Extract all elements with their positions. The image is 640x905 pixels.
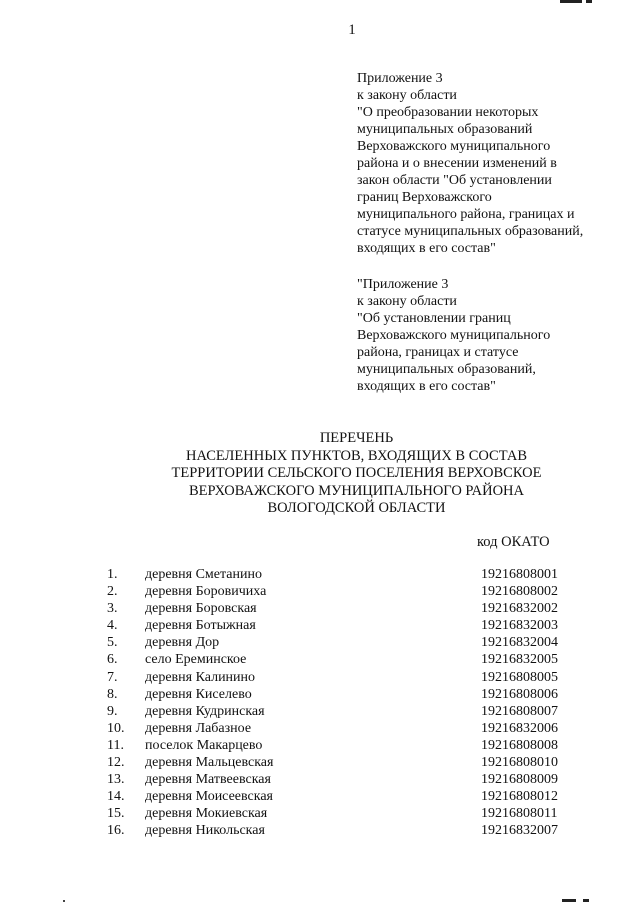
settlement-okato-code: 19216808005	[481, 669, 558, 685]
settlement-row	[0, 566, 640, 583]
settlement-row	[0, 754, 640, 771]
title-line: ВОЛОГОДСКОЙ ОБЛАСТИ	[267, 500, 446, 516]
settlement-okato-code: 19216832007	[481, 823, 558, 839]
settlement-name: деревня Моисеевская	[145, 789, 273, 805]
settlement-okato-code: 19216808007	[481, 703, 558, 719]
settlement-number: 3.	[107, 601, 118, 617]
annex-current-line: муниципальных образований	[357, 122, 533, 137]
settlement-number: 6.	[107, 652, 118, 668]
settlement-number: 11.	[107, 737, 124, 753]
annex-original-line: "Приложение 3	[357, 277, 449, 292]
title-line: НАСЕЛЕННЫХ ПУНКТОВ, ВХОДЯЩИХ В СОСТАВ	[186, 447, 527, 464]
settlement-number: 9.	[107, 703, 118, 719]
settlement-row	[0, 583, 640, 600]
annex-original-block	[357, 276, 627, 395]
settlement-name: деревня Лабазное	[145, 720, 252, 736]
settlement-name: село Ереминское	[145, 652, 247, 668]
annex-current-block	[357, 70, 627, 257]
settlement-number: 7.	[107, 669, 118, 685]
settlement-okato-code: 19216808008	[481, 737, 558, 753]
settlement-number: 1.	[107, 567, 118, 582]
settlement-name: деревня Кудринская	[145, 703, 265, 719]
settlement-number: 12.	[107, 755, 125, 771]
settlement-okato-code: 19216832005	[481, 652, 558, 668]
annex-current-line: "О преобразовании некоторых	[357, 105, 539, 120]
title-line: ТЕРРИТОРИИ СЕЛЬСКОГО ПОСЕЛЕНИЯ ВЕРХОВСКОЕ	[171, 465, 542, 481]
settlement-name: деревня Калинино	[145, 669, 256, 685]
settlement-number: 4.	[107, 618, 118, 634]
scan-mark	[63, 900, 65, 902]
settlement-row	[0, 737, 640, 754]
settlement-row	[0, 617, 640, 634]
scan-mark	[560, 0, 582, 3]
settlement-okato-code: 19216808001	[481, 567, 558, 582]
annex-current-line: закон области "Об установлении	[357, 173, 552, 188]
settlement-number: 5.	[107, 635, 118, 651]
settlement-row	[0, 703, 640, 720]
settlement-number: 15.	[107, 806, 125, 822]
annex-current-line: Верховажского муниципального	[357, 139, 551, 154]
settlement-okato-code: 19216808011	[481, 806, 558, 822]
settlement-row	[0, 771, 640, 788]
document-title	[0, 430, 640, 518]
annex-original-line: муниципальных образований,	[357, 362, 536, 377]
title-line: ПЕРЕЧЕНЬ	[319, 430, 394, 446]
settlement-number: 8.	[107, 686, 118, 702]
settlement-number: 10.	[107, 720, 125, 736]
settlement-row	[0, 822, 640, 839]
settlements-list	[0, 566, 640, 840]
settlement-okato-code: 19216832003	[481, 618, 558, 634]
annex-current-line: входящих в его состав"	[357, 241, 496, 256]
settlement-row	[0, 720, 640, 737]
annex-current-line: границ Верховажского	[357, 190, 492, 205]
settlement-name: деревня Дор	[145, 635, 220, 651]
annex-original-line: Верховажского муниципального	[357, 328, 551, 343]
settlement-name: деревня Ботыжная	[145, 618, 256, 634]
settlement-number: 2.	[107, 584, 118, 600]
settlement-number: 16.	[107, 823, 125, 839]
settlement-okato-code: 19216808009	[481, 772, 558, 788]
annex-current-line: к закону области	[357, 88, 457, 103]
title-line: ВЕРХОВАЖСКОГО МУНИЦИПАЛЬНОГО РАЙОНА	[189, 482, 524, 499]
annex-original-line: "Об установлении границ	[357, 311, 511, 326]
annex-current-line: Приложение 3	[357, 71, 443, 86]
settlement-name: деревня Боровская	[145, 601, 257, 617]
settlement-okato-code: 19216808010	[481, 755, 558, 771]
settlement-okato-code: 19216832006	[481, 720, 558, 736]
settlement-row	[0, 634, 640, 651]
annex-original-line: входящих в его состав"	[357, 379, 496, 394]
settlement-name: деревня Сметанино	[145, 567, 262, 582]
settlement-row	[0, 669, 640, 686]
okato-code-header: код ОКАТО	[477, 534, 550, 550]
settlement-row	[0, 686, 640, 703]
settlement-name: деревня Киселево	[145, 686, 252, 702]
annex-current-line: района и о внесении изменений в	[357, 156, 557, 171]
scan-mark	[562, 899, 576, 902]
page-number: 1	[348, 22, 356, 38]
settlement-okato-code: 19216832004	[481, 635, 558, 651]
settlement-name: деревня Никольская	[145, 823, 265, 839]
settlement-name: деревня Матвеевская	[145, 772, 271, 788]
settlement-row	[0, 805, 640, 822]
settlement-okato-code: 19216808012	[481, 789, 558, 805]
settlement-okato-code: 19216832002	[481, 601, 558, 617]
settlement-number: 13.	[107, 772, 125, 788]
settlement-name: поселок Макарцево	[145, 737, 263, 753]
annex-current-line: статусе муниципальных образований,	[357, 224, 584, 239]
annex-original-line: к закону области	[357, 294, 457, 309]
settlement-name: деревня Мальцевская	[145, 755, 274, 771]
settlement-name: деревня Боровичиха	[145, 584, 267, 600]
annex-original-line: района, границах и статусе	[357, 345, 519, 360]
settlement-okato-code: 19216808002	[481, 584, 558, 600]
settlement-row	[0, 600, 640, 617]
settlement-row	[0, 788, 640, 805]
scan-mark	[586, 0, 592, 3]
scan-mark	[583, 899, 589, 902]
settlement-row	[0, 651, 640, 668]
settlement-okato-code: 19216808006	[481, 686, 558, 702]
annex-current-line: муниципального района, границах и	[357, 207, 575, 222]
settlement-name: деревня Мокиевская	[145, 806, 268, 822]
settlement-number: 14.	[107, 789, 125, 805]
